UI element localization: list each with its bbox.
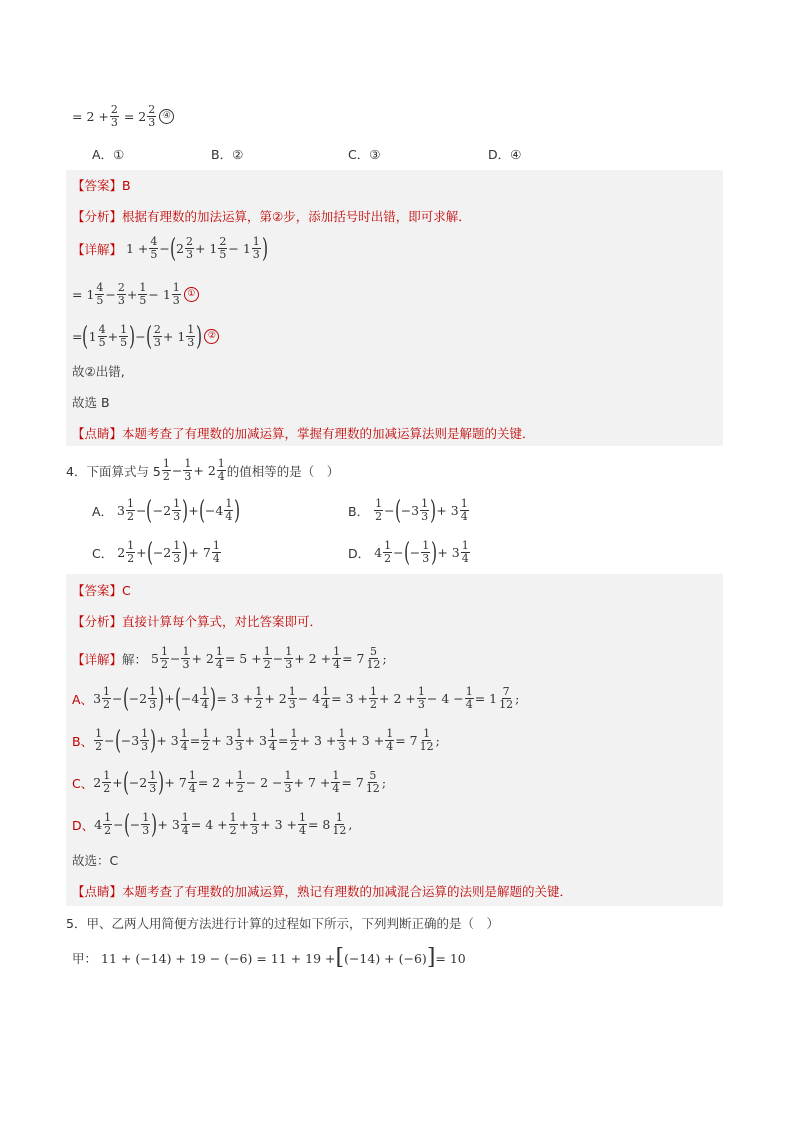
calc-line-b: B、 $\frac{1}{2}$ − ( −3 $\frac{1}{3}$ ) + 3 $\frac{1}{4}$ = $\frac{1}{2}$ + 3 $\frac{1}{3}$ + 3 $\frac{1}{4}$ = $\frac{1}{2}$ + 3 + $\frac{1}{3}$ + 3 + $\frac{1}{4}$ = 7 $\frac{1}{12}$ ;	[72, 725, 440, 756]
question-4-stem: 4．下面算式与 5 $\frac{1}{2}$ − $\frac{1}{3}$ + 2 $\frac{1}{4}$ 的值相等的是（ ）	[66, 457, 340, 483]
option-c: C． 2 $\frac{1}{2}$ + ( −2 $\frac{1}{3}$ ) + 7 $\frac{1}{4}$	[92, 537, 220, 568]
option-b: B．②	[211, 147, 244, 162]
option-c: C．③	[348, 147, 381, 162]
calc-line-d: D、 4 $\frac{1}{2}$ − ( − $\frac{1}{3}$ ) + 3 $\frac{1}{4}$ = 4 + $\frac{1}{2}$ + $\frac{1}{3}$ + 3 + $\frac{1}{4}$ = 8 $\frac{1}{12}$ ,	[72, 809, 353, 840]
choice-line: 故选：C	[72, 853, 119, 868]
calc-line-1: = 1 $\frac{4}{5}$ − $\frac{2}{3}$ + $\frac{1}{5}$ − 1 $\frac{1}{3}$ ①	[72, 282, 199, 307]
option-a: A．①	[92, 147, 125, 162]
jia-expression: 甲： 11 + (−14) + 19 − (−6) = 11 + 19 + [ (−14) + (−6) ] = 10	[72, 945, 466, 970]
point-line: 【点睛】 本题考查了有理数的加减运算，掌握有理数的加减运算法则是解题的关键．	[72, 426, 535, 441]
question-5-stem: 5．甲、乙两人用简便方法进行计算的过程如下所示，下列判断正确的是（ ）	[66, 916, 499, 931]
calc-line-a: A、 3 $\frac{1}{2}$ − ( −2 $\frac{1}{3}$ ) + ( −4 $\frac{1}{4}$ ) = 3 + $\frac{1}{2}$ + 2 $\frac{1}{3}$ − 4 $\frac{1}{4}$ = 3 + $\frac{1}{2}$ + 2 + $\frac{1}{3}$ − 4 − $\frac{1}{4}$ = 1 $\frac{7}{12}$ ;	[72, 683, 520, 714]
circled-number: ①	[184, 287, 199, 302]
detail-line: 【详解】 解： 5 $\frac{1}{2}$ − $\frac{1}{3}$ + 2 $\frac{1}{4}$ = 5 + $\frac{1}{2}$ − $\frac{1}{3}$ + 2 + $\frac{1}{4}$ = 7 $\frac{5}{12}$ ;	[72, 645, 387, 671]
point-line: 【点睛】 本题考查了有理数的加减运算，熟记有理数的加减混合运算的法则是解题的关键．	[72, 884, 573, 899]
circled-number: ②	[204, 329, 219, 344]
calc-line-c: C、 2 $\frac{1}{2}$ + ( −2 $\frac{1}{3}$ ) + 7 $\frac{1}{4}$ = 2 + $\frac{1}{2}$ − 2 − $\frac{1}{3}$ + 7 + $\frac{1}{4}$ = 7 $\frac{5}{12}$ ;	[72, 767, 387, 798]
detail-line: 【详解】 1 + $\frac{4}{5}$ − ( 2 $\frac{2}{3}$ + 1 $\frac{2}{5}$ − 1 $\frac{1}{3}$ )	[72, 233, 268, 264]
choice-line: 故选 B	[72, 395, 110, 410]
analysis-line: 【分析】 直接计算每个算式，对比答案即可．	[72, 614, 323, 629]
option-d: D． 4 $\frac{1}{2}$ − ( − $\frac{1}{3}$ ) + 3 $\frac{1}{4}$	[348, 537, 469, 568]
answer-line: 【答案】 C	[72, 582, 131, 598]
circled-number: ④	[159, 109, 174, 124]
calc-line-4: = 2 + $\frac{2}{3}$ = 2 $\frac{2}{3}$ ④	[72, 104, 174, 129]
option-b: B． $\frac{1}{2}$ − ( −3 $\frac{1}{3}$ ) + 3 $\frac{1}{4}$	[348, 495, 468, 526]
conclusion-line: 故②出错,	[72, 364, 125, 379]
option-a: A． 3 $\frac{1}{2}$ − ( −2 $\frac{1}{3}$ ) + ( −4 $\frac{1}{4}$ )	[92, 495, 241, 526]
answer-line: 【答案】 B	[72, 177, 131, 193]
calc-line-2: = ( 1 $\frac{4}{5}$ + $\frac{1}{5}$ ) − ( $\frac{2}{3}$ + 1 $\frac{1}{3}$ ) ②	[72, 324, 219, 349]
option-d: D．④	[488, 147, 522, 162]
analysis-line: 【分析】 根据有理数的加法运算，第②步，添加括号时出错，即可求解．	[72, 209, 471, 224]
